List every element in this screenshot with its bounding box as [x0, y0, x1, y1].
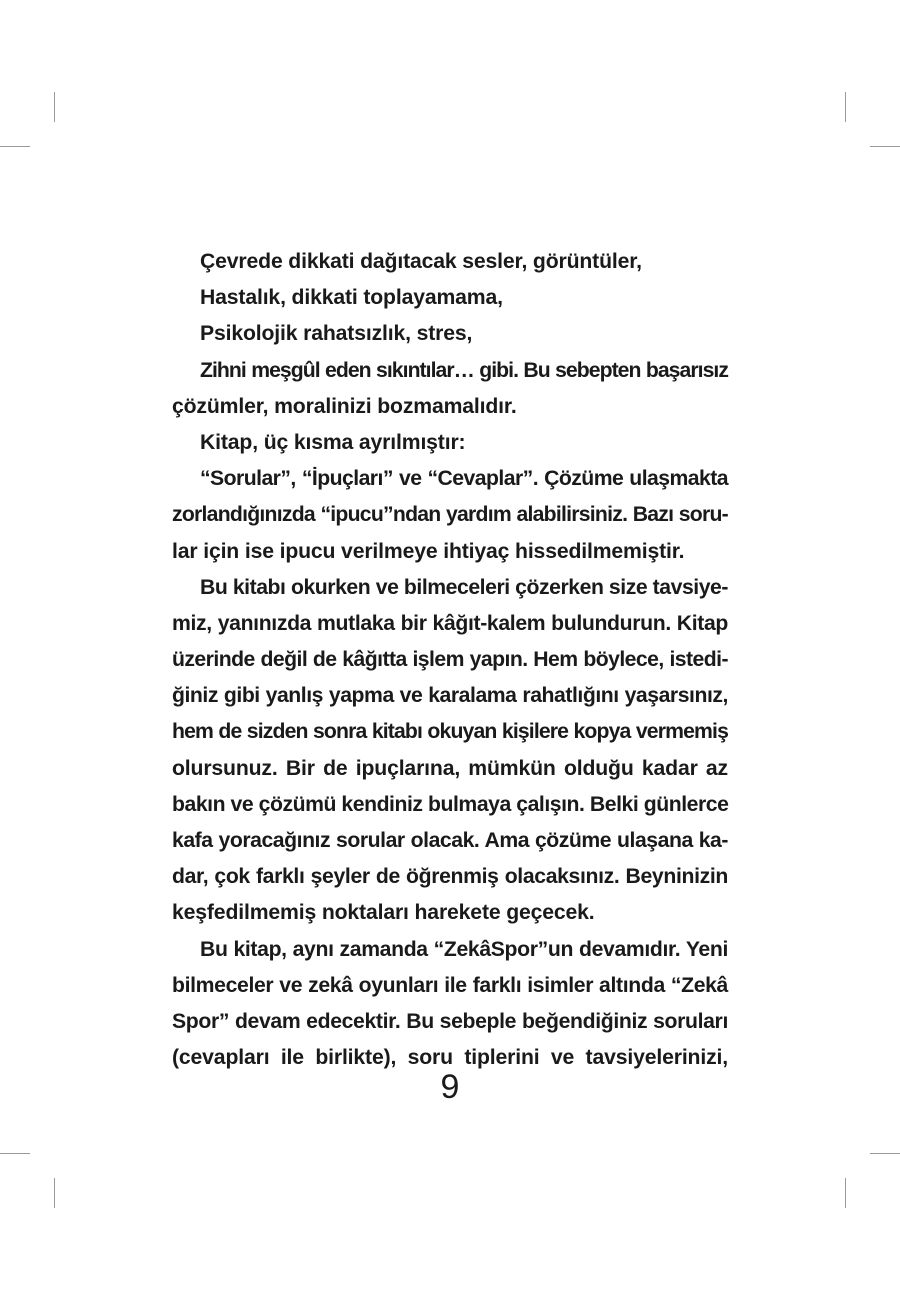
body-text	[172, 244, 728, 1076]
text-line: lar için ise ipucu verilmeye ihtiyaç hissedilmemiştir.	[172, 539, 685, 563]
text-line: Kitap, üç kısma ayrılmıştır:	[200, 430, 466, 454]
crop-mark-bottom-right-horizontal	[870, 1153, 900, 1154]
text-line: miz, yanınızda mutlaka bir kâğıt-kalem bulundurun. Kitap	[172, 611, 728, 635]
crop-mark-bottom-left-vertical	[54, 1178, 55, 1208]
text-line: Hastalık, dikkati toplayamama,	[200, 286, 503, 310]
text-line: Spor” devam edecektir. Bu sebeple beğendiğiniz soruları	[172, 1009, 728, 1033]
text-line: kafa yoracağınız sorular olacak. Ama çözüme ulaşana ka-	[172, 829, 728, 852]
text-line: Psikolojik rahatsızlık, stres,	[200, 322, 473, 346]
text-line: çözümler, moralinizi bozmamalıdır.	[172, 394, 517, 418]
crop-mark-bottom-left-horizontal	[0, 1153, 30, 1154]
crop-mark-top-left-horizontal	[0, 146, 30, 147]
crop-mark-top-right-vertical	[845, 92, 846, 122]
text-line: bakın ve çözümü kendiniz bulmaya çalışın. Belki günlerce	[172, 792, 729, 816]
text-line: “Sorular”, “İpuçları” ve “Cevaplar”. Çözüme ulaşmakta	[200, 467, 728, 491]
text-line: keşfedilmemiş noktaları harekete geçecek.	[172, 901, 595, 925]
crop-mark-bottom-right-vertical	[845, 1178, 846, 1208]
text-line: (cevapları ile birlikte), soru tiplerini ve tavsiyelerinizi,	[172, 1046, 728, 1070]
text-line: bilmeceler ve zekâ oyunları ile farklı isimler altında “Zekâ	[172, 973, 728, 997]
text-line: olursunuz. Bir de ipuçlarına, mümkün olduğu kadar az	[172, 756, 728, 780]
text-line: Zihni meşgûl eden sıkıntılar… gibi. Bu sebepten başarısız	[200, 358, 728, 382]
text-line: zorlandığınızda “ipucu”ndan yardım alabilirsiniz. Bazı soru-	[172, 503, 728, 527]
page-number: 9	[440, 1068, 460, 1106]
text-line: Bu kitap, aynı zamanda “ZekâSpor”un devamıdır. Yeni	[200, 937, 728, 961]
text-line: üzerinde değil de kâğıtta işlem yapın. Hem böylece, istedi-	[172, 648, 728, 672]
text-line: dar, çok farklı şeyler de öğrenmiş olacaksınız. Beyninizin	[172, 865, 728, 889]
text-line: ğiniz gibi yanlış yapma ve karalama rahatlığını yaşarsınız,	[172, 684, 728, 708]
text-line: hem de sizden sonra kitabı okuyan kişilere kopya vermemiş	[172, 720, 728, 744]
text-line: Çevrede dikkati dağıtacak sesler, görüntüler,	[200, 250, 642, 273]
text-line: Bu kitabı okurken ve bilmeceleri çözerken size tavsiye-	[200, 575, 728, 599]
crop-mark-top-right-horizontal	[870, 146, 900, 147]
crop-mark-top-left-vertical	[54, 92, 55, 122]
